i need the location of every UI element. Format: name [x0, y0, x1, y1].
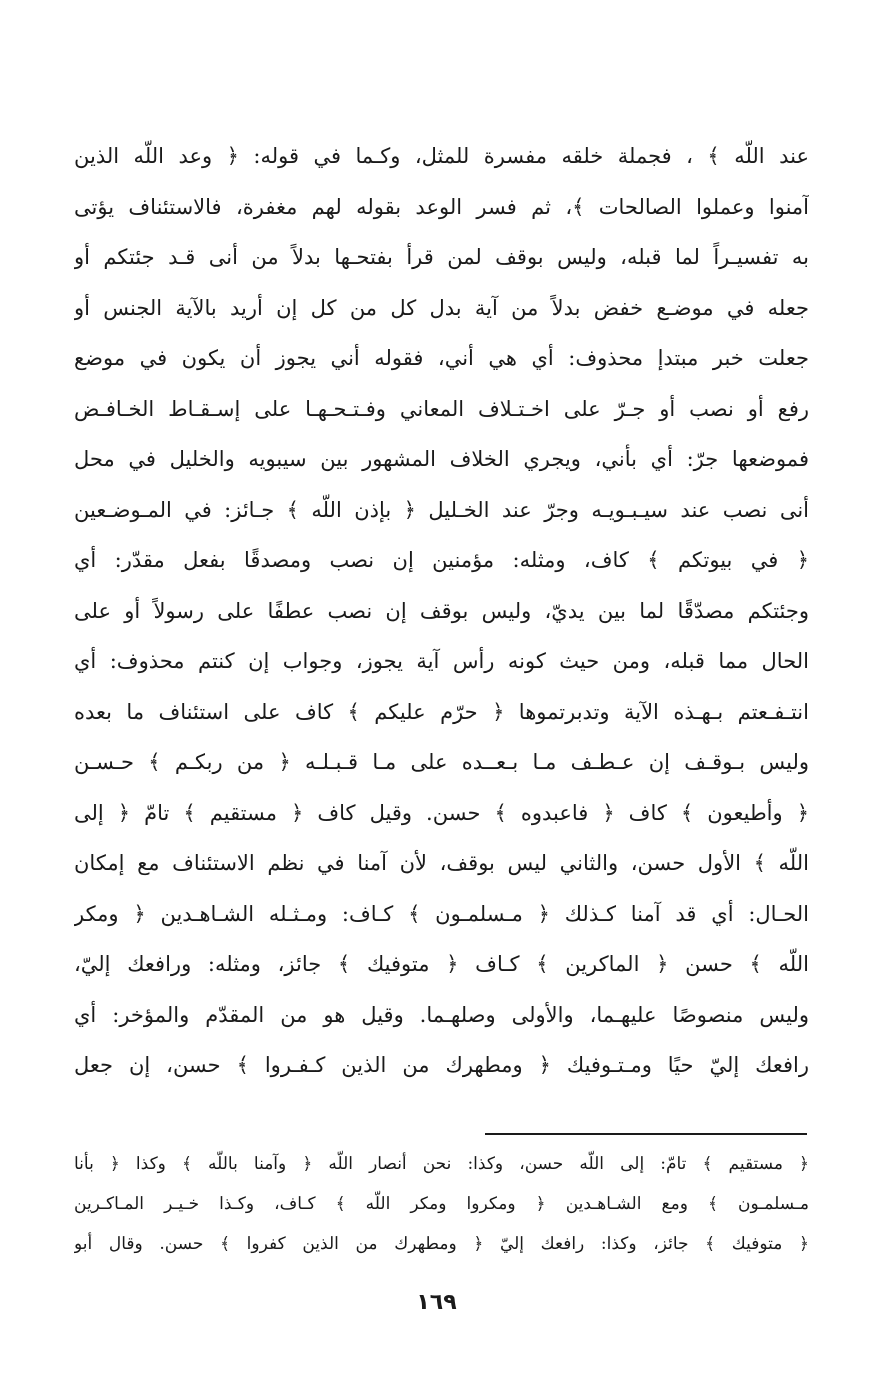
footnote-line: ﴿ مستقيم ﴾ تامّ: إلى اللّه حسن، وكذا: نحن أنصار اللّه ﴿ وآمنا باللّه ﴾ وكذا ﴿ بأنا: [74, 1154, 809, 1174]
footnote-line: ﴿ متوفيك ﴾ جائز، وكذا: رافعك إليّ ﴿ ومطهرك من الذين كفروا ﴾ حسن. وقال أبو: [74, 1234, 809, 1254]
text-line: رافعك إليّ حيًا ومـتـوفيك ﴿ ومطهرك من الذين كـفـروا ﴾ حسن، إن جعل: [74, 1053, 809, 1077]
text-line: اللّه ﴾ الأول حسن، والثاني ليس بوقف، لأن آمنا في نظم الاستئناف مع إمكان: [74, 851, 809, 875]
text-line: آمنوا وعملوا الصالحات ﴾، ثم فسر الوعد بقوله لهم مغفرة، فالاستئناف يؤتى: [74, 194, 809, 219]
text-line: الحال مما قبله، ومن حيث كونه رأس آية يجوز، وجواب إن كنتم محذوف: أي: [74, 649, 809, 673]
text-line: اللّه ﴾ حسن ﴿ الماكرين ﴾ كـاف ﴿ متوفيك ﴾ جائز، ومثله: ورافعك إليّ،: [74, 952, 809, 976]
text-line: به تفسيـراً لما قبله، وليس بوقف لمن قرأ بفتحـها بدلاً من أنى قـد جئتكم أو: [74, 245, 809, 269]
main-text-body: [74, 131, 809, 1091]
text-line: جعله في موضـع خفض بدلاً من آية بدل كل من كل إن أريد بالآية الجنس أو: [74, 295, 809, 320]
text-line: رفع أو نصب أو جـرّ على اخـتـلاف المعاني وفـتـحـهـا على إسـقـاط الخـافـض: [74, 396, 809, 421]
text-line: ﴿ وأطيعون ﴾ كاف ﴿ فاعبدوه ﴾ حسن. وقيل كاف ﴿ مستقيم ﴾ تامّ ﴿ إلى: [74, 800, 809, 825]
text-line: أنى نصب عند سيـبـويـه وجرّ عند الخـليل ﴿ بإذن اللّه ﴾ جـائز: في المـوضـعين: [74, 497, 809, 522]
footnote-line: مـسلمـون ﴾ ومع الشـاهـدين ﴿ ومكروا ومكر اللّه ﴾ كـاف، وكـذا خـيـر المـاكـرين: [74, 1194, 809, 1214]
text-line: وليس منصوصًا عليهـما، والأولى وصلهـما. وقيل هو من المقدّم والمؤخر: أي: [74, 1002, 809, 1027]
footnotes: [74, 1144, 809, 1264]
page-number: ١٦٩: [416, 1290, 457, 1315]
text-line: وليس بـوقـف إن عـطـف مـا بـعــده على مـا قـبـلـه ﴿ من ربكـم ﴾ حـسـن: [74, 750, 809, 774]
text-line: فموضعها جرّ: أي بأني، ويجري الخلاف المشهور بين سيبويه والخليل في محل: [74, 447, 809, 471]
text-line: انتـفـعتم بـهـذه الآية وتدبرتموها ﴿ حرّم عليكم ﴾ كاف على استئناف ما بعده: [74, 699, 809, 724]
footnote-separator: [485, 1133, 807, 1135]
text-line: جعلت خبر مبتدإ محذوف: أي هي أني، فقوله أني يجوز أن يكون في موضع: [74, 346, 809, 370]
text-line: عند اللّه ﴾ ، فجملة خلقه مفسرة للمثل، وكـما في قوله: ﴿ وعد اللّه الذين: [74, 144, 809, 168]
text-line: ﴿ في بيوتكم ﴾ كاف، ومثله: مؤمنين إن نصب ومصدقًا بفعل مقدّر: أي: [74, 548, 809, 572]
text-line: وجئتكم مصدّقًا لما بين يديّ، وليس بوقف إن نصب عطفًا على رسولاً أو على: [74, 598, 809, 623]
text-line: الحـال: أي قد آمنا كـذلك ﴿ مـسلمـون ﴾ كـاف: ومـثـله الشـاهـدين ﴿ ومكر: [74, 901, 809, 926]
